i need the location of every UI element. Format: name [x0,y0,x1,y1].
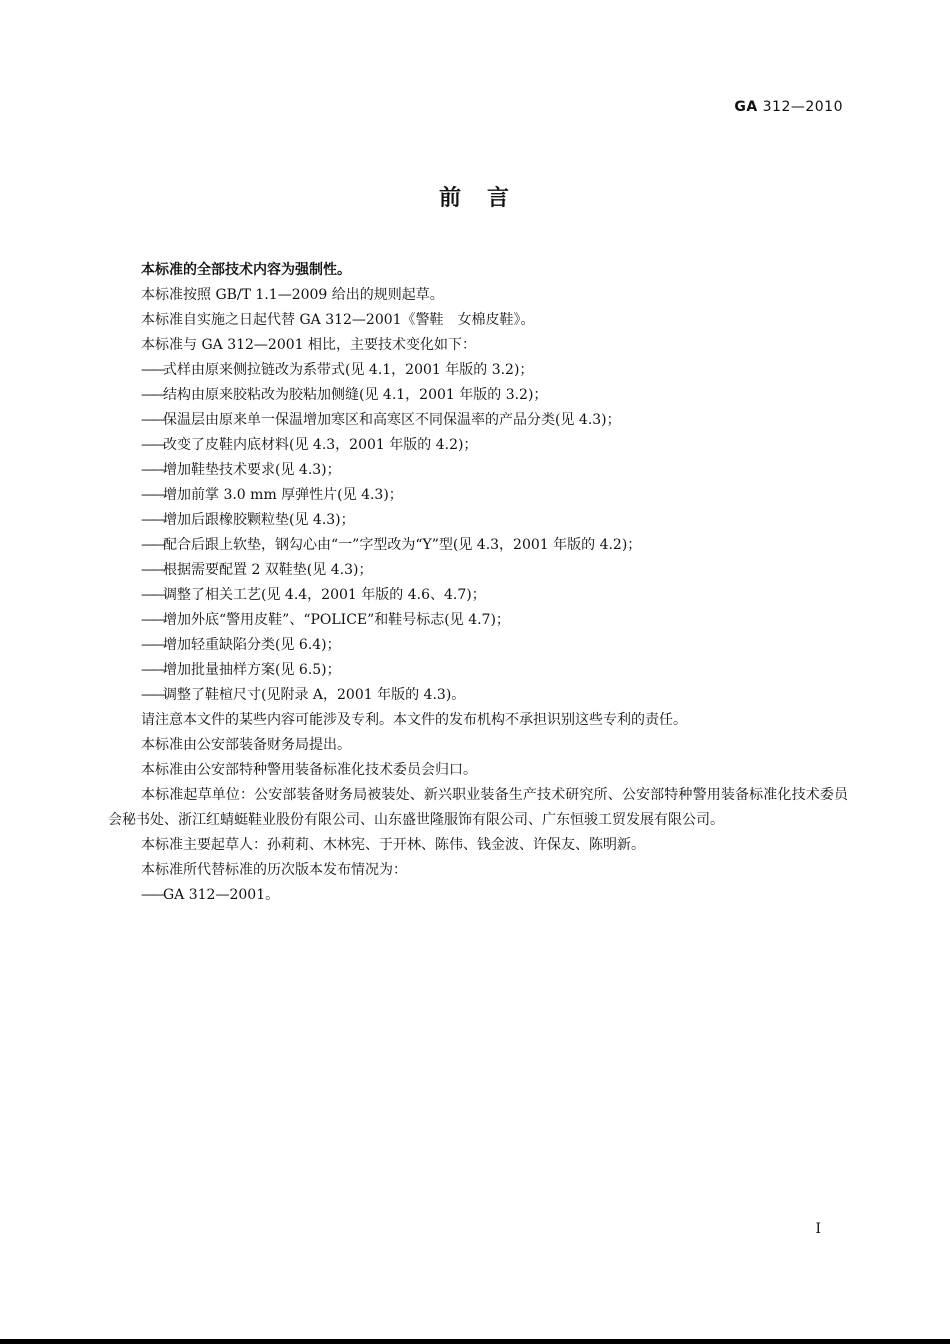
drafters-paragraph: 本标准主要起草人：孙莉莉、木林宪、于开林、陈伟、钱金波、许保友、陈明新。 [141,837,645,853]
drafting-rules-paragraph: 本标准按照 GB/T 1.1—2009 给出的规则起草。 [141,287,444,303]
dash-marker: —— [141,512,163,528]
list-item: ——式样由原来侧拉链改为系带式(见 4.1，2001 年版的 3.2)； [141,362,534,378]
list-item: ——配合后跟上软垫，钢勾心由“一”字型改为“Y”型(见 4.3，2001 年版的 4.2)； [141,537,642,553]
list-item: ——增加后跟橡胶颗粒垫(见 4.3)； [141,512,355,528]
replacement-paragraph: 本标准自实施之日起代替 GA 312—2001《警鞋 女棉皮鞋》。 [141,312,535,328]
changes-intro-paragraph: 本标准与 GA 312—2001 相比，主要技术变化如下： [141,337,476,353]
list-item: ——增加批量抽样方案(见 6.5)； [141,662,341,678]
page-number: I [815,1221,821,1237]
document-code-number: 312—2010 [762,99,843,115]
centralized-unit-paragraph: 本标准由公安部特种警用装备标准化技术委员会归口。 [141,762,477,778]
dash-marker: —— [141,887,163,903]
patent-notice-paragraph: 请注意本文件的某些内容可能涉及专利。本文件的发布机构不承担识别这些专利的责任。 [141,712,687,728]
list-item: ——根据需要配置 2 双鞋垫(见 4.3)； [141,562,373,578]
dash-marker: —— [141,612,163,628]
list-item: ——增加外底“警用皮鞋”、“POLICE”和鞋号标志(见 4.7)； [141,612,510,628]
document-code [734,99,843,115]
dash-marker: —— [141,412,163,428]
dash-marker: —— [141,537,163,553]
dash-marker: —— [141,662,163,678]
list-item: ——保温层由原来单一保温增加寒区和高寒区不同保温率的产品分类(见 4.3)； [141,412,621,428]
dash-marker: —— [141,437,163,453]
dash-marker: —— [141,387,163,403]
version-history-item: ——GA 312—2001。 [141,887,280,903]
mandatory-statement: 本标准的全部技术内容为强制性。 [141,262,351,278]
document-code-prefix: GA [734,99,758,115]
version-history-intro: 本标准所代替标准的历次版本发布情况为： [141,862,407,878]
drafting-units-paragraph: 本标准起草单位：公安部装备财务局被装处、新兴职业装备生产技术研究所、公安部特种警用装备标准化技术委员会秘书处、浙江红蜻蜓鞋业股份有限公司、山东盛世隆服饰有限公司、广东恒骏工贸发展有限公司。 [108,787,848,828]
list-item: ——增加鞋垫技术要求(见 4.3)； [141,462,341,478]
changes-list [108,358,848,708]
list-item: ——结构由原来胶粘改为胶粘加侧缝(见 4.1，2001 年版的 3.2)； [141,387,548,403]
foreword-body [108,258,848,908]
dash-marker: —— [141,587,163,603]
proposer-paragraph: 本标准由公安部装备财务局提出。 [141,737,351,753]
list-item: ——调整了相关工艺(见 4.4，2001 年版的 4.6、4.7)； [141,587,486,603]
dash-marker: —— [141,687,163,703]
list-item: ——增加前掌 3.0 mm 厚弹性片(见 4.3)； [141,487,403,503]
page-title: 前 言 [438,186,511,211]
dash-marker: —— [141,462,163,478]
list-item: ——改变了皮鞋内底材料(见 4.3，2001 年版的 4.2)； [141,437,478,453]
list-item: ——增加轻重缺陷分类(见 6.4)； [141,637,341,653]
dash-marker: —— [141,637,163,653]
dash-marker: —— [141,487,163,503]
bottom-border [0,1339,950,1344]
dash-marker: —— [141,562,163,578]
dash-marker: —— [141,362,163,378]
list-item: ——调整了鞋楦尺寸(见附录 A，2001 年版的 4.3)。 [141,687,466,703]
